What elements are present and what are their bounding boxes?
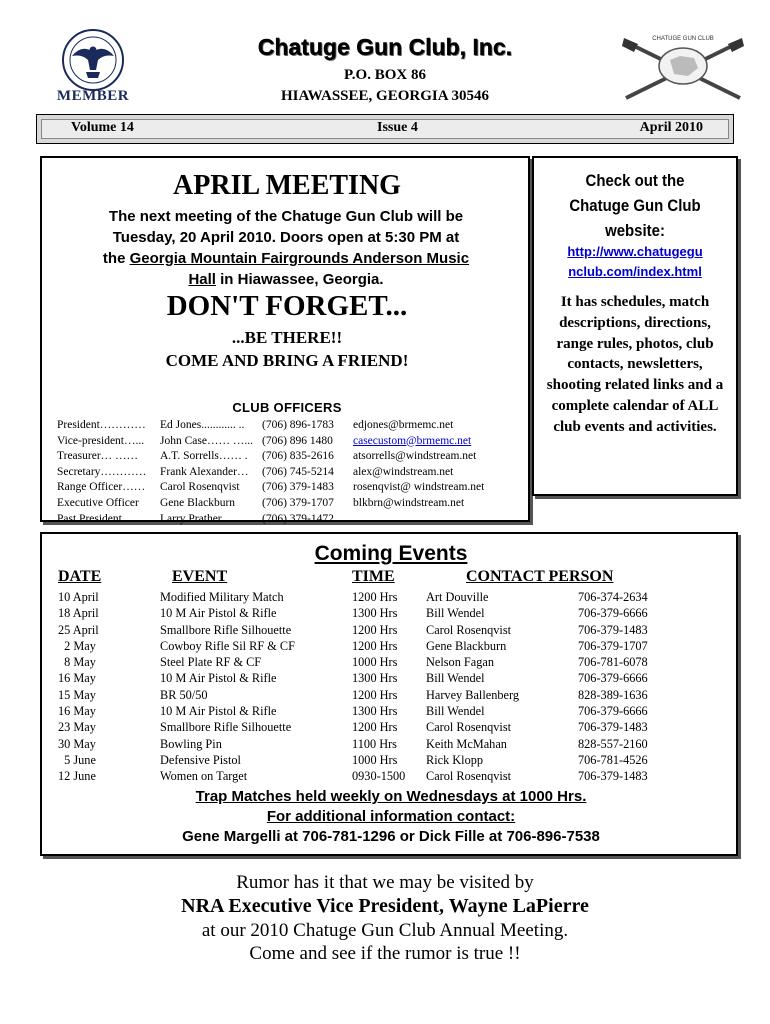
officer-email[interactable]: alex@windstream.net <box>353 465 454 478</box>
bring-friend: COME AND BRING A FRIEND! <box>165 351 409 370</box>
officer-phone: (706) 379-1707 <box>262 496 334 509</box>
events-heading: Coming Events <box>314 542 468 565</box>
officer-email[interactable]: rosenqvist@ windstream.net <box>353 481 485 494</box>
website-link-2[interactable]: nclub.com/index.html <box>568 264 702 279</box>
meeting-heading: APRIL MEETING <box>173 170 401 201</box>
event-time: 1200 Hrs <box>352 638 398 653</box>
event-contact: Carol Rosenqvist <box>426 769 512 784</box>
event-contact: Art Douville <box>426 590 489 604</box>
event-date: 2 May <box>58 638 96 653</box>
event-name: Steel Plate RF & CF <box>160 655 262 670</box>
officer-phone: (706) 379-1483 <box>262 481 334 494</box>
officer-email[interactable]: casecustom@brmemc.net <box>353 434 472 447</box>
event-contact: Bill Wendel <box>426 606 485 621</box>
event-contact: Bill Wendel <box>426 671 485 686</box>
website-link[interactable] <box>542 242 728 282</box>
rumor-line-2: NRA Executive Vice President, Wayne LaPierre <box>181 895 589 917</box>
meeting-line-3-prefix: the <box>102 250 130 267</box>
event-name: BR 50/50 <box>160 687 208 702</box>
event-name: 10 M Air Pistol & Rifle <box>160 704 277 719</box>
event-date: 12 June <box>58 769 96 784</box>
event-contact: Bill Wendel <box>426 704 485 719</box>
event-name: Cowboy Rifle Sil RF & CF <box>160 638 295 653</box>
event-phone: 706-781-6078 <box>578 655 648 670</box>
volume-label: Volume 14 <box>71 120 134 135</box>
event-phone: 706-781-4526 <box>578 752 648 767</box>
event-time: 1200 Hrs <box>352 720 398 735</box>
officer-email[interactable]: atsorrells@windstream.net <box>353 450 477 463</box>
event-phone: 706-379-6666 <box>578 671 648 686</box>
events-box <box>40 532 738 856</box>
officer-phone: (706) 745-5214 <box>262 465 334 478</box>
event-phone: 706-379-1483 <box>578 769 648 784</box>
officer-phone: (706) 379-1472 <box>262 512 334 525</box>
event-phone: 706-379-6666 <box>578 704 648 719</box>
officer-name: Frank Alexander… <box>160 465 249 478</box>
meeting-line-4-suffix: in Hiawassee, Georgia. <box>215 271 384 288</box>
city-address: HIAWASSEE, GEORGIA 30546 <box>281 88 489 104</box>
event-time: 1000 Hrs <box>352 752 398 767</box>
club-title: Chatuge Gun Club, Inc. <box>257 34 513 60</box>
officer-name: Gene Blackburn <box>160 496 236 509</box>
issue-bar <box>36 114 734 144</box>
event-date: 10 April <box>58 590 99 604</box>
website-heading-2: Chatuge Gun Club <box>569 196 701 215</box>
event-phone: 706-379-6666 <box>578 606 648 621</box>
officer-title: Secretary………… <box>57 465 147 478</box>
event-date: 25 April <box>58 622 99 637</box>
event-date: 30 May <box>58 736 96 751</box>
event-contact: Nelson Fagan <box>426 655 494 670</box>
event-date: 23 May <box>58 720 96 735</box>
col-time-header: TIME <box>352 568 395 585</box>
meeting-line-1: The next meeting of the Chatuge Gun Club will be <box>108 208 464 225</box>
meeting-line-2: Tuesday, 20 April 2010. Doors open at 5:30 PM at <box>112 229 460 246</box>
event-time: 1000 Hrs <box>352 655 398 670</box>
event-phone: 706-379-1483 <box>578 720 648 735</box>
col-contact-header: CONTACT PERSON <box>466 568 614 585</box>
meeting-text <box>60 206 512 290</box>
trap-notice: Trap Matches held weekly on Wednesdays at 1000 Hrs. <box>195 788 587 805</box>
meeting-line-3 <box>60 248 512 269</box>
meeting-line-4 <box>60 269 512 290</box>
event-time: 1300 Hrs <box>352 704 398 719</box>
officer-name: Carol Rosenqvist <box>160 481 240 494</box>
website-heading-3: website: <box>605 221 665 240</box>
event-time: 1300 Hrs <box>352 606 398 621</box>
contact-line: Gene Margelli at 706-781-1296 or Dick Fille at 706-896-7538 <box>182 828 600 845</box>
event-name: Smallbore Rifle Silhouette <box>160 622 292 637</box>
website-heading-1: Check out the <box>585 171 685 190</box>
website-link-1[interactable]: http://www.chatugegu <box>567 244 703 259</box>
col-event-header: EVENT <box>172 568 228 585</box>
event-time: 1200 Hrs <box>352 687 398 702</box>
officer-name: Larry Prather…… .. <box>160 512 254 525</box>
event-name: Modified Military Match <box>160 590 284 604</box>
officer-name: Ed Jones............ .. <box>160 419 245 431</box>
event-date: 5 June <box>58 752 96 767</box>
issue-label: Issue 4 <box>377 120 418 135</box>
event-contact: Carol Rosenqvist <box>426 720 512 735</box>
event-phone: 706-374-2634 <box>578 590 648 604</box>
rumor-line-1: Rumor has it that we may be visited by <box>236 872 534 893</box>
event-date: 18 April <box>58 606 99 621</box>
event-phone: 828-389-1636 <box>578 687 648 702</box>
venue-link: Georgia Mountain Fairgrounds Anderson Music <box>129 250 470 267</box>
officer-title: Vice-president…... <box>57 434 145 447</box>
venue-link-2: Hall <box>188 271 216 288</box>
officer-email[interactable]: blkbrn@windstream.net <box>353 496 465 509</box>
club-logo-label: CHATUGE GUN CLUB <box>652 36 714 42</box>
event-name: Bowling Pin <box>160 736 222 751</box>
website-description: It has schedules, match descriptions, directions, range rules, photos, club contacts, newsletters, shooting related links and a complete calendar of ALL club events and activities. <box>546 294 724 435</box>
event-contact: Carol Rosenqvist <box>426 622 512 637</box>
officer-title: Treasurer… …… <box>57 450 139 463</box>
event-contact: Rick Klopp <box>426 752 484 767</box>
col-date-header: DATE <box>58 568 102 585</box>
officer-title: Range Officer…… <box>57 481 146 494</box>
rumor-line-3: at our 2010 Chatuge Gun Club Annual Meeting. <box>201 920 569 941</box>
event-name: 10 M Air Pistol & Rifle <box>160 606 277 621</box>
officer-title: Past President…… <box>57 512 145 525</box>
officer-email[interactable]: edjones@brmemc.net <box>353 419 454 431</box>
officer-name: A.T. Sorrells…… . <box>160 450 248 463</box>
rumor-line-4: Come and see if the rumor is true !! <box>249 943 521 964</box>
event-time: 1100 Hrs <box>352 736 397 751</box>
event-contact: Keith McMahan <box>426 736 507 751</box>
dont-forget: DON'T FORGET... <box>166 290 408 322</box>
event-name: Defensive Pistol <box>160 752 241 767</box>
officer-title: President………… <box>57 419 146 431</box>
event-contact: Gene Blackburn <box>426 638 507 653</box>
event-date: 16 May <box>58 671 96 686</box>
event-name: 10 M Air Pistol & Rifle <box>160 671 277 686</box>
event-time: 0930-1500 <box>352 769 406 784</box>
officer-phone: (706) 835-2616 <box>262 450 334 463</box>
website-heading <box>546 168 724 243</box>
officers-heading: CLUB OFFICERS <box>232 400 342 415</box>
issue-date: April 2010 <box>639 120 703 135</box>
officer-phone: (706) 896-1783 <box>262 419 334 431</box>
website-box <box>532 156 738 496</box>
event-name: Women on Target <box>160 769 248 784</box>
event-phone: 828-557-2160 <box>578 736 648 751</box>
officer-title: Executive Officer <box>57 496 139 509</box>
event-time: 1200 Hrs <box>352 622 398 637</box>
event-time: 1200 Hrs <box>352 590 398 604</box>
member-label: MEMBER <box>56 88 130 104</box>
event-date: 16 May <box>58 704 96 719</box>
be-there: ...BE THERE!! <box>231 328 343 347</box>
event-time: 1300 Hrs <box>352 671 398 686</box>
officer-phone: (706) 896 1480 <box>262 434 333 447</box>
meeting-box <box>40 156 530 525</box>
event-contact: Harvey Ballenberg <box>426 687 519 702</box>
po-box: P.O. BOX 86 <box>344 67 426 83</box>
officer-name: John Case…… …... <box>160 434 253 447</box>
event-name: Smallbore Rifle Silhouette <box>160 720 292 735</box>
additional-info: For additional information contact: <box>266 808 516 825</box>
event-date: 8 May <box>58 655 96 670</box>
event-phone: 706-379-1707 <box>578 638 648 653</box>
event-date: 15 May <box>58 687 96 702</box>
event-phone: 706-379-1483 <box>578 622 648 637</box>
